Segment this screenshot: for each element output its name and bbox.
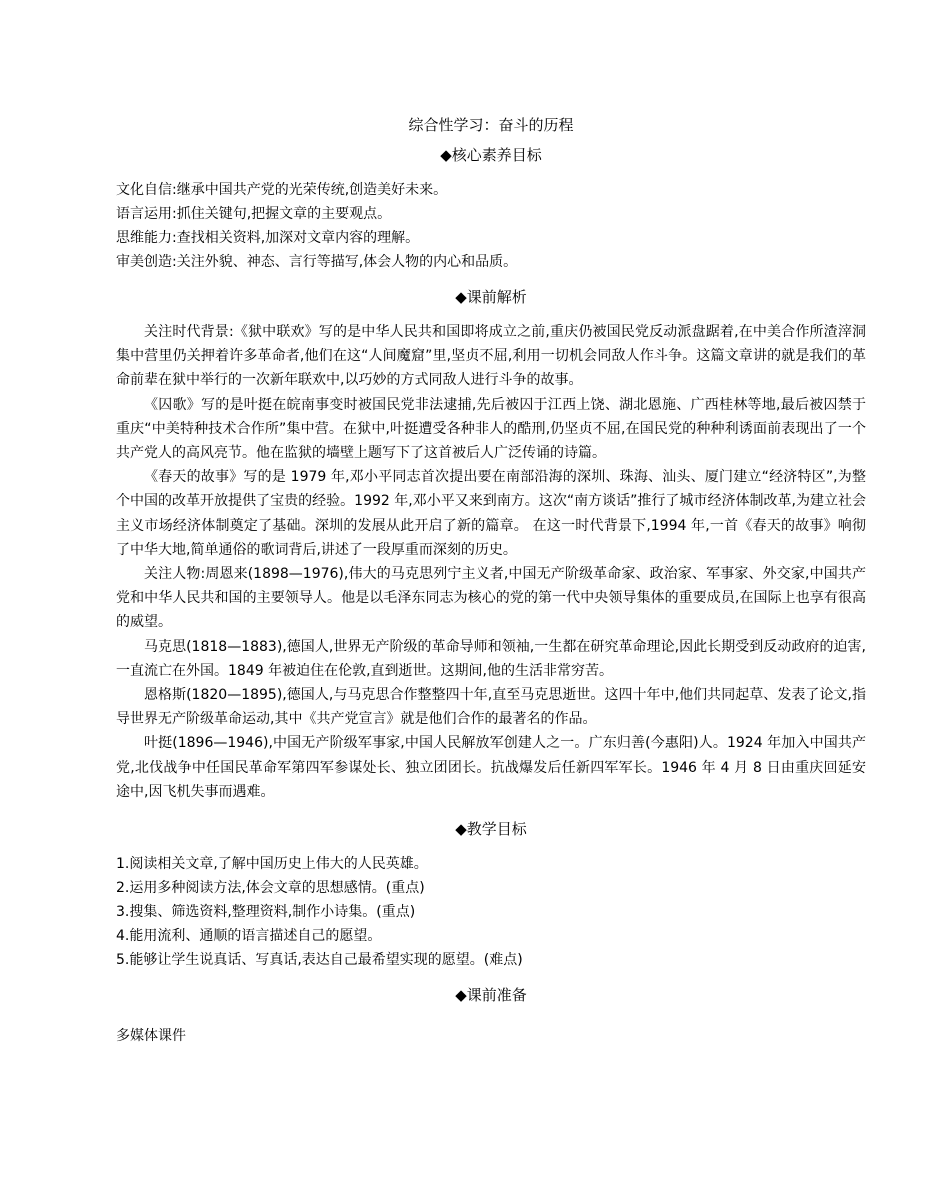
goals-heading: ◆教学目标 [455,820,527,839]
paragraph: 马克思(1818—1883),德国人,世界无产阶级的革命导师和领袖,一生都在研究革命理论,因此长期受到反动政府的迫害,一直流亡在外国。1849 年被迫住在伦敦,直到逝世。这期间,他的生活非常穷苦。 [116,638,866,679]
prep-heading: ◆课前准备 [455,986,527,1005]
list-item: 4.能用流利、通顺的语言描述自己的愿望。 [116,928,382,945]
list-item: 审美创造:关注外貌、神态、言行等描写,体会人物的内心和品质。 [116,254,518,270]
list-item: 思维能力:查找相关资料,加深对文章内容的理解。 [116,230,420,246]
list-item: 3.搜集、筛选资料,整理资料,制作小诗集。(重点) [116,904,416,921]
document-content [116,112,866,1048]
list-item: 5.能够让学生说真话、写真话,表达自己最希望实现的愿望。(难点) [116,952,523,969]
paragraph: 恩格斯(1820—1895),德国人,与马克思合作整整四十年,直至马克思逝世。这四十年中,他们共同起草、发表了论文,指导世界无产阶级革命运动,其中《共产党宣言》就是他们合作的最著名的作品。 [116,687,866,728]
list-item: 1.阅读相关文章,了解中国历史上伟大的人民英雄。 [116,856,428,873]
analysis-body [116,320,866,804]
paragraph: 《春天的故事》写的是 1979 年,邓小平同志首次提出要在南部沿海的深圳、珠海、汕头、厦门建立“经济特区”,为整个中国的改革开放提供了宝贵的经验。1992 年,邓小平又来到南方。这次“南方谈话”推行了城市经济体制改革,为建立社会主义市场经济体制奠定了基础。深圳的发展从此开启了新的篇章。 在这一时代背景下,1994 年,一首《春天的故事》响彻了中华大地,简单通俗的歌词背后,讲述了一段厚重而深刻的历史。 [116,469,866,558]
list-item: 2.运用多种阅读方法,体会文章的思想感情。(重点) [116,880,425,897]
prep-materials: 多媒体课件 [116,1028,186,1045]
paragraph: 关注人物:周恩来(1898—1976),伟大的马克思列宁主义者,中国无产阶级革命家、政治家、军事家、外交家,中国共产党和中华人民共和国的主要领导人。他是以毛泽东同志为核心的党的第一代中央领导集体的重要成员,在国际上也享有很高的威望。 [116,566,866,631]
paragraph: 《囚歌》写的是叶挺在皖南事变时被国民党非法逮捕,先后被囚于江西上饶、湖北恩施、广西桂林等地,最后被囚禁于重庆“中美特种技术合作所”集中营。在狱中,叶挺遭受各种非人的酷刑,仍坚贞不屈,在国民党的种种利诱面前表现出了一个共产党人的高风亮节。他在监狱的墙壁上题写下了这首被后人广泛传诵的诗篇。 [116,396,866,462]
list-item: 文化自信:继承中国共产党的光荣传统,创造美好未来。 [116,182,448,198]
analysis-heading: ◆课前解析 [455,288,527,306]
paragraph: 关注时代背景:《狱中联欢》写的是中华人民共和国即将成立之前,重庆仍被国民党反动派盘踞着,在中美合作所渣滓洞集中营里仍关押着许多革命者,他们在这“人间魔窟”里,坚贞不屈,利用一切机会同敌人作斗争。这篇文章讲的就是我们的革命前辈在狱中举行的一次新年联欢中,以巧妙的方式同敌人进行斗争的故事。 [116,324,866,389]
goals-list [116,852,866,972]
literacy-heading: ◆核心素养目标 [440,146,542,164]
literacy-list [116,178,866,274]
paragraph: 叶挺(1896—1946),中国无产阶级军事家,中国人民解放军创建人之一。广东归善(今惠阳)人。1924 年加入中国共产党,北伐战争中任国民革命军第四军参谋处长、独立团团长。抗战爆发后任新四军军长。1946 年 4 月 8 日由重庆回延安途中,因飞机失事而遇难。 [116,735,866,800]
page-title: 综合性学习：奋斗的历程 [408,116,574,134]
list-item: 语言运用:抓住关键句,把握文章的主要观点。 [116,206,392,222]
